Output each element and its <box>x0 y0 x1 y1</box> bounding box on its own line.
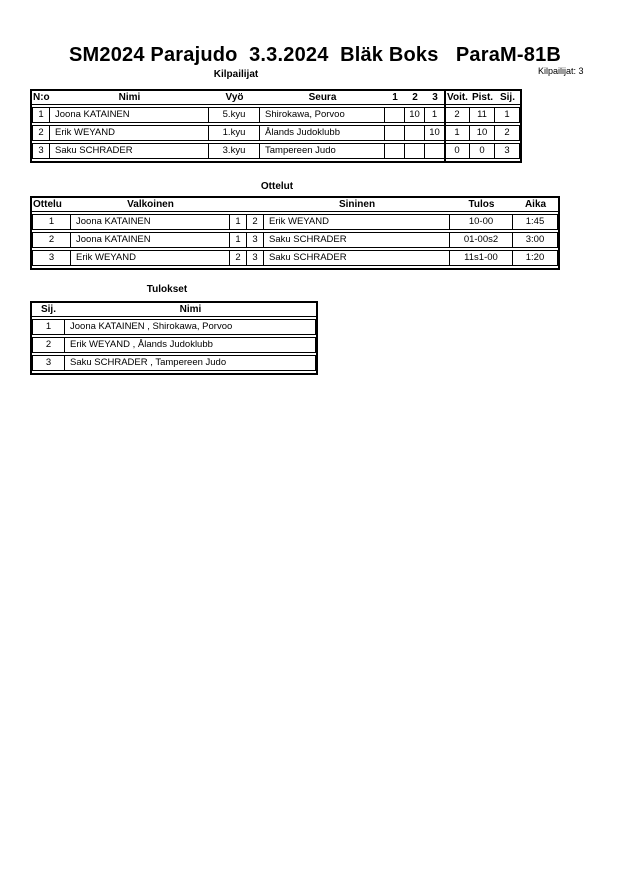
cell-name: Saku SCHRADER , Tampereen Judo <box>65 355 316 371</box>
cell-place: 2 <box>495 125 520 141</box>
results-section-title: Tulokset <box>146 284 188 295</box>
header-blue: Sininen <box>338 199 376 210</box>
header-name: Nimi <box>179 304 202 315</box>
header-match: Ottelu <box>33 199 62 210</box>
competitors-table <box>30 89 522 163</box>
cell-belt: 5.kyu <box>209 107 260 123</box>
header-white-no <box>230 198 247 211</box>
cell-white: Joona KATAINEN <box>71 214 230 230</box>
cell-round3: 10 <box>425 125 445 141</box>
header-belt: Vyö <box>225 92 244 103</box>
header-place: Sij. <box>499 92 515 103</box>
cell-round1 <box>385 107 405 123</box>
cell-round1 <box>385 125 405 141</box>
cell-match-no: 1 <box>32 214 71 230</box>
cell-place: 1 <box>495 107 520 123</box>
cell-round3 <box>425 143 445 159</box>
cell-club: Tampereen Judo <box>260 143 385 159</box>
header-wins: Voit. <box>447 92 468 103</box>
table-row <box>32 355 316 371</box>
cell-round1 <box>385 143 405 159</box>
cell-points: 0 <box>470 143 495 159</box>
matches-header-row <box>32 198 558 212</box>
cell-place: 3 <box>495 143 520 159</box>
cell-white-no: 1 <box>230 214 247 230</box>
table-row <box>32 143 520 159</box>
header-white: Valkoinen <box>127 199 174 210</box>
header-round3: 3 <box>432 92 438 103</box>
cell-no: 3 <box>32 143 50 159</box>
competitors-section-title: Kilpailijat <box>213 69 259 80</box>
cell-blue-no: 2 <box>247 214 264 230</box>
header-time: Aika <box>524 199 547 210</box>
cell-name: Erik WEYAND , Ålands Judoklubb <box>65 337 316 353</box>
cell-time: 1:45 <box>513 214 558 230</box>
table-row <box>32 319 316 335</box>
cell-place: 2 <box>32 337 65 353</box>
header-no: N:o <box>33 92 50 103</box>
page-title: SM2024 Parajudo 3.3.2024 Bläk Boks ParaM-81B <box>68 44 562 66</box>
header-club: Seura <box>308 92 337 103</box>
results-header-row <box>32 303 316 317</box>
header-blue-no <box>247 198 264 211</box>
cell-white: Erik WEYAND <box>71 250 230 266</box>
cell-blue: Erik WEYAND <box>264 214 450 230</box>
score-separator-line <box>444 91 446 161</box>
cell-wins: 1 <box>445 125 470 141</box>
cell-blue-no: 3 <box>247 250 264 266</box>
table-row <box>32 125 520 141</box>
cell-time: 1:20 <box>513 250 558 266</box>
matches-table <box>30 196 560 270</box>
cell-white-no: 2 <box>230 250 247 266</box>
table-row <box>32 107 520 123</box>
cell-result: 11s1-00 <box>450 250 513 266</box>
cell-round2 <box>405 143 425 159</box>
cell-white: Joona KATAINEN <box>71 232 230 248</box>
header-round1: 1 <box>392 92 398 103</box>
results-table <box>30 301 318 375</box>
cell-name: Joona KATAINEN <box>50 107 209 123</box>
cell-no: 2 <box>32 125 50 141</box>
cell-name: Saku SCHRADER <box>50 143 209 159</box>
cell-points: 11 <box>470 107 495 123</box>
cell-result: 01-00s2 <box>450 232 513 248</box>
cell-match-no: 2 <box>32 232 71 248</box>
cell-belt: 3.kyu <box>209 143 260 159</box>
cell-result: 10-00 <box>450 214 513 230</box>
header-place: Sij. <box>40 304 56 315</box>
cell-club: Shirokawa, Porvoo <box>260 107 385 123</box>
header-round2: 2 <box>412 92 418 103</box>
cell-blue-no: 3 <box>247 232 264 248</box>
cell-wins: 2 <box>445 107 470 123</box>
cell-blue: Saku SCHRADER <box>264 232 450 248</box>
cell-name: Joona KATAINEN , Shirokawa, Porvoo <box>65 319 316 335</box>
cell-time: 3:00 <box>513 232 558 248</box>
table-row <box>32 337 316 353</box>
cell-blue: Saku SCHRADER <box>264 250 450 266</box>
cell-round2 <box>405 125 425 141</box>
header-points: Pist. <box>471 92 494 103</box>
cell-white-no: 1 <box>230 232 247 248</box>
table-row <box>32 232 558 248</box>
cell-round3: 1 <box>425 107 445 123</box>
cell-belt: 1.kyu <box>209 125 260 141</box>
cell-match-no: 3 <box>32 250 71 266</box>
matches-section-title: Ottelut <box>260 181 294 192</box>
cell-place: 3 <box>32 355 65 371</box>
table-row <box>32 214 558 230</box>
cell-name: Erik WEYAND <box>50 125 209 141</box>
header-name: Nimi <box>118 92 141 103</box>
competitor-count-label: Kilpailijat: 3 <box>538 66 584 76</box>
cell-club: Ålands Judoklubb <box>260 125 385 141</box>
cell-wins: 0 <box>445 143 470 159</box>
cell-round2: 10 <box>405 107 425 123</box>
header-result: Tulos <box>468 199 495 210</box>
cell-points: 10 <box>470 125 495 141</box>
competitors-header-row <box>32 91 520 105</box>
cell-no: 1 <box>32 107 50 123</box>
table-row <box>32 250 558 266</box>
cell-place: 1 <box>32 319 65 335</box>
